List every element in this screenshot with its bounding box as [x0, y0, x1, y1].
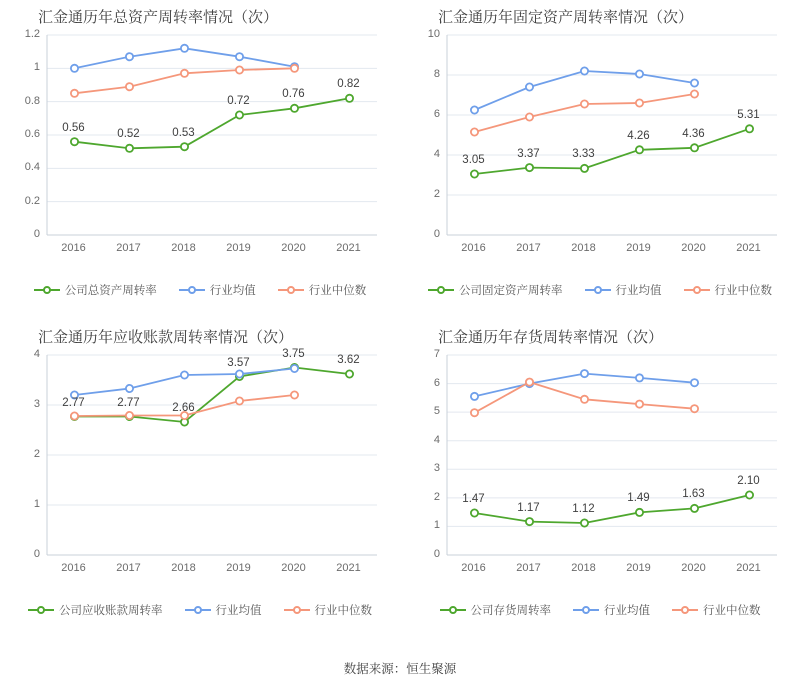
x-axis-tick-label: 2018	[571, 562, 596, 574]
chart-plot-area	[33, 347, 376, 574]
legend-item[interactable]	[585, 282, 662, 298]
legend-label: 行业中位数	[308, 285, 367, 297]
x-axis-tick-label: 2018	[171, 242, 196, 254]
y-axis-tick-label: 0	[33, 228, 40, 240]
chart-plot-area	[427, 28, 776, 254]
x-axis-tick-label: 2021	[336, 242, 361, 254]
page-title: 汇金通历年存货周转率情况（次）	[438, 329, 664, 346]
x-axis-tick-label: 2020	[281, 562, 306, 574]
x-axis-tick-label: 2020	[681, 242, 706, 254]
legend-label: 行业均值	[215, 605, 262, 617]
x-axis-tick-label: 2016	[61, 562, 86, 574]
data-point-label: 1.49	[627, 492, 650, 505]
data-point-label: 3.37	[517, 147, 540, 160]
x-axis-tick-label: 2020	[281, 242, 306, 254]
legend-item[interactable]	[28, 602, 163, 618]
legend-line-marker-icon	[684, 284, 710, 296]
x-axis-tick-label: 2018	[571, 242, 596, 254]
y-axis-tick-label: 2	[433, 188, 440, 200]
x-axis-tick-label: 2017	[116, 242, 141, 254]
data-point-label: 0.56	[62, 121, 85, 134]
y-axis-tick-label: 7	[433, 348, 440, 360]
legend-item[interactable]	[440, 602, 552, 618]
legend-label: 公司存货周转率	[470, 605, 551, 617]
legend-line-marker-icon	[28, 604, 54, 616]
legend-item[interactable]	[278, 282, 367, 298]
legend-label: 行业中位数	[703, 605, 761, 617]
y-axis-tick-label: 8	[433, 68, 440, 80]
y-axis-tick-label: 0.6	[24, 128, 40, 140]
x-axis-tick-label: 2021	[736, 562, 761, 574]
y-axis-tick-label: 4	[433, 148, 440, 160]
data-point-label: 0.72	[227, 95, 250, 107]
legend-line-marker-icon	[284, 604, 310, 616]
legend-item[interactable]	[284, 602, 373, 618]
x-axis-tick-label: 2016	[61, 242, 86, 254]
legend-label: 行业中位数	[314, 605, 372, 617]
data-point-label: 1.63	[682, 488, 705, 501]
x-axis-tick-label: 2021	[736, 242, 761, 254]
x-axis-tick-label: 2017	[116, 562, 141, 574]
legend-item[interactable]	[573, 602, 650, 618]
chart-plot-area	[433, 348, 776, 574]
data-point-label: 1.17	[517, 501, 540, 514]
y-axis-tick-label: 1	[33, 498, 40, 510]
chart-legend	[400, 602, 800, 618]
data-point-label: 3.62	[337, 354, 360, 366]
x-axis-tick-label: 2019	[226, 562, 251, 574]
legend-item[interactable]	[684, 282, 773, 298]
data-point-label: 2.77	[62, 396, 85, 409]
y-axis-tick-label: 0	[33, 548, 40, 560]
page-title: 汇金通历年固定资产周转率情况（次）	[438, 9, 694, 26]
chart-panel-fixed-asset-turnover	[400, 0, 800, 320]
y-axis-tick-label: 0	[433, 228, 440, 240]
x-axis-tick-label: 2018	[171, 562, 196, 574]
y-axis-tick-label: 0.4	[24, 161, 40, 174]
x-axis-tick-label: 2020	[681, 562, 706, 574]
data-point-label: 1.47	[462, 493, 485, 505]
chart-legend	[0, 602, 400, 618]
data-point-label: 0.53	[172, 126, 195, 139]
legend-label: 行业均值	[604, 605, 650, 617]
data-point-label: 2.10	[737, 475, 760, 487]
data-point-label: 4.26	[627, 129, 650, 142]
chart-panel-total-asset-turnover	[0, 0, 400, 320]
legend-line-marker-icon	[585, 284, 611, 296]
y-axis-tick-label: 4	[433, 433, 440, 446]
y-axis-tick-label: 3	[33, 398, 40, 410]
y-axis-tick-label: 1	[33, 61, 40, 74]
legend-item[interactable]	[428, 282, 563, 298]
x-axis-tick-label: 2016	[461, 562, 486, 574]
legend-label: 公司应收账款周转率	[59, 605, 163, 617]
legend-line-marker-icon	[440, 604, 466, 616]
x-axis-tick-label: 2016	[461, 242, 486, 254]
chart-panel-inventory-turnover	[400, 320, 800, 640]
y-axis-tick-label: 2	[433, 490, 440, 503]
legend-item[interactable]	[179, 282, 256, 298]
source-note: 数据来源：恒生聚源	[343, 662, 457, 676]
y-axis-tick-label: 10	[427, 28, 440, 40]
y-axis-tick-label: 5	[433, 405, 440, 418]
legend-label: 公司总资产周转率	[64, 285, 157, 297]
legend-line-marker-icon	[278, 284, 304, 296]
legend-line-marker-icon	[179, 284, 205, 296]
chart-panel-receivables-turnover	[0, 320, 400, 640]
data-point-label: 2.66	[172, 402, 195, 414]
data-point-label: 3.05	[462, 154, 485, 166]
data-point-label: 1.12	[572, 503, 595, 515]
y-axis-tick-label: 0	[433, 548, 440, 560]
y-axis-tick-label: 1	[433, 519, 440, 532]
legend-label: 行业中位数	[714, 285, 772, 297]
data-point-label: 3.75	[282, 347, 305, 360]
data-point-label: 2.77	[117, 396, 140, 409]
legend-item[interactable]	[185, 602, 262, 618]
legend-line-marker-icon	[573, 604, 599, 616]
chart-legend	[400, 282, 800, 298]
legend-label: 行业均值	[209, 285, 256, 297]
legend-line-marker-icon	[34, 284, 60, 296]
data-point-label: 0.76	[282, 88, 305, 101]
x-axis-tick-label: 2019	[626, 242, 651, 254]
y-axis-tick-label: 6	[433, 376, 440, 389]
y-axis-tick-label: 3	[433, 462, 440, 475]
y-axis-tick-label: 0.2	[24, 194, 40, 207]
legend-line-marker-icon	[185, 604, 211, 616]
data-point-label: 5.31	[737, 108, 760, 121]
data-point-label: 3.57	[227, 356, 250, 369]
legend-line-marker-icon	[672, 604, 698, 616]
x-axis-tick-label: 2019	[226, 242, 251, 254]
legend-item[interactable]	[34, 282, 157, 298]
page-title: 汇金通历年总资产周转率情况（次）	[38, 9, 279, 26]
x-axis-tick-label: 2017	[516, 562, 541, 574]
legend-line-marker-icon	[428, 284, 454, 296]
x-axis-tick-label: 2021	[336, 562, 361, 574]
y-axis-tick-label: 1.2	[24, 28, 40, 40]
chart-legend	[0, 282, 400, 298]
data-point-label: 4.36	[682, 127, 705, 140]
data-point-label: 0.52	[117, 128, 140, 141]
legend-label: 行业均值	[615, 285, 662, 297]
x-axis-tick-label: 2017	[516, 242, 541, 254]
y-axis-tick-label: 0.8	[24, 94, 40, 107]
y-axis-tick-label: 6	[433, 108, 440, 120]
legend-label: 公司固定资产周转率	[459, 285, 563, 297]
page-title: 汇金通历年应收账款周转率情况（次）	[38, 329, 294, 346]
data-point-label: 0.82	[337, 78, 360, 91]
y-axis-tick-label: 2	[33, 448, 40, 460]
x-axis-tick-label: 2019	[626, 562, 651, 574]
legend-item[interactable]	[672, 602, 761, 618]
data-point-label: 3.33	[572, 148, 595, 161]
chart-plot-area	[24, 28, 376, 254]
y-axis-tick-label: 4	[33, 348, 40, 360]
